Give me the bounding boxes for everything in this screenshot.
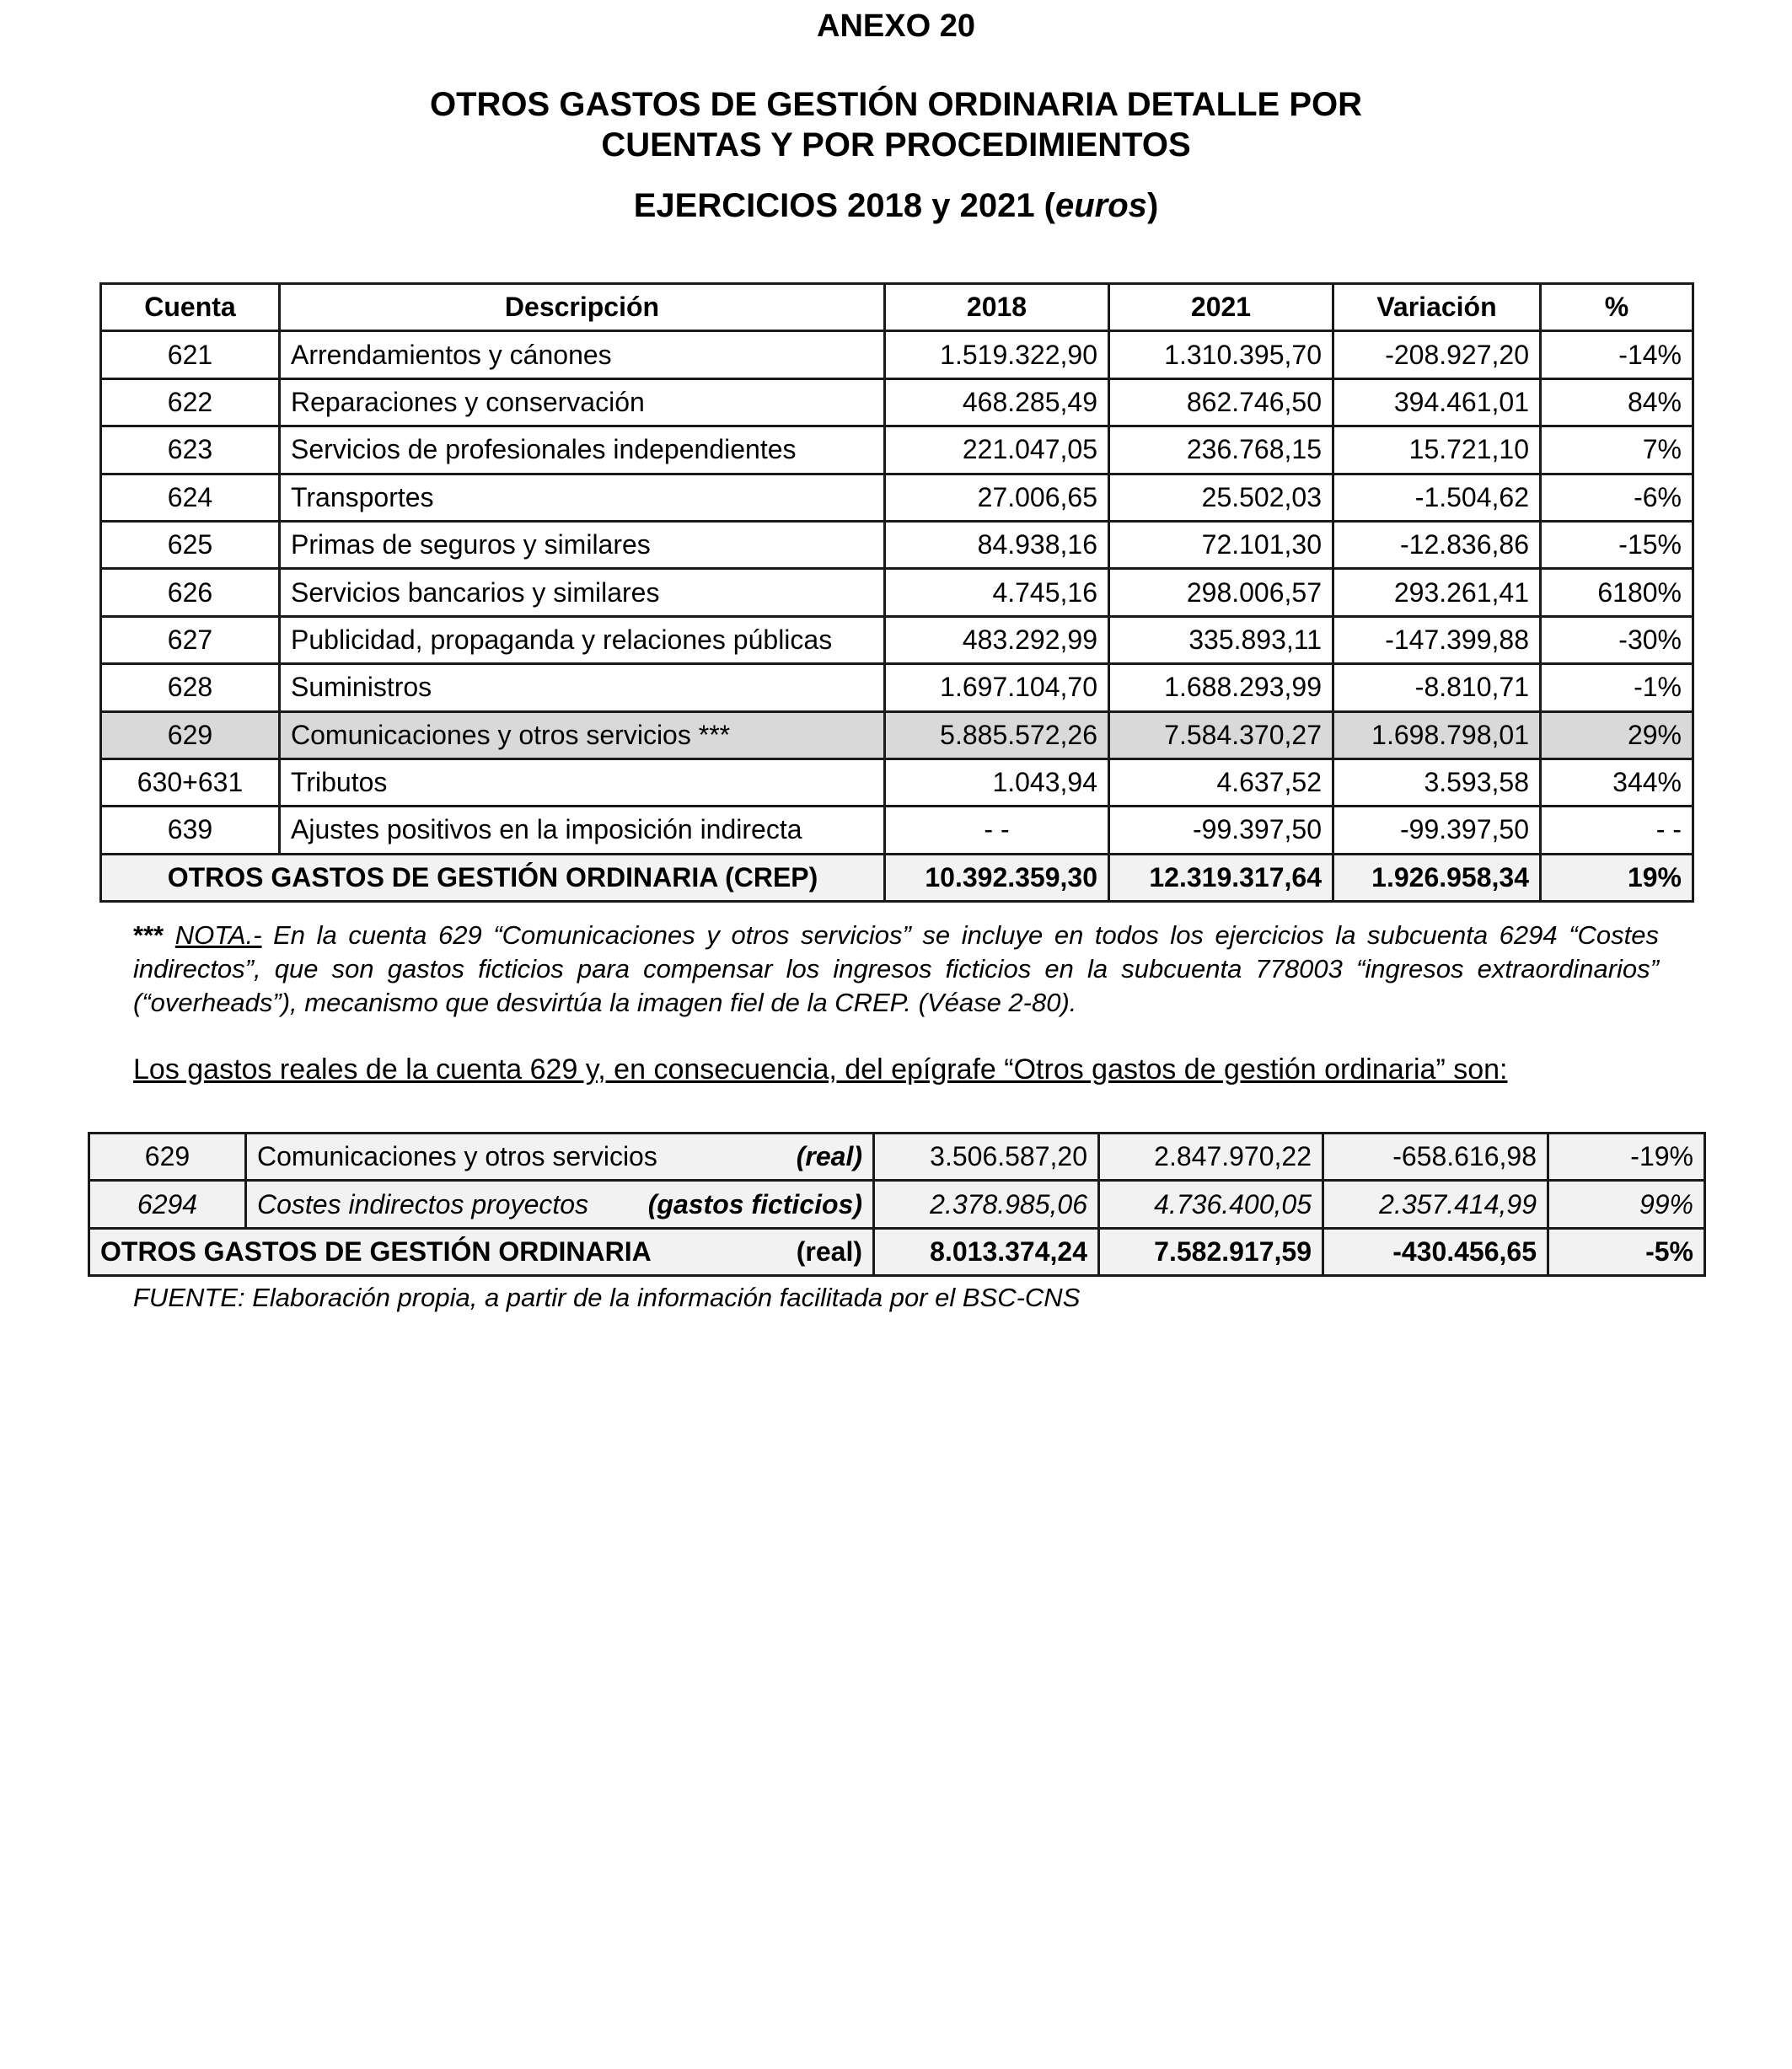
cell-pct: 29% [1541, 711, 1693, 758]
cell-descripcion: Servicios de profesionales independientes [280, 426, 885, 474]
cell-2018: - - [885, 807, 1109, 854]
cell-variacion: 1.698.798,01 [1333, 711, 1541, 758]
total-2018: 10.392.359,30 [885, 854, 1109, 901]
subtitle-suffix: ) [1146, 187, 1159, 224]
cell-cuenta: 628 [101, 664, 280, 711]
cell-pct: 344% [1541, 758, 1693, 806]
cell-cuenta: 626 [101, 569, 280, 616]
total-label-cell [89, 1228, 874, 1275]
cell-2018: 4.745,16 [885, 569, 1109, 616]
cell-2018: 221.047,05 [885, 426, 1109, 474]
total-variacion: 1.926.958,34 [1333, 854, 1541, 901]
cell-2018: 483.292,99 [885, 616, 1109, 663]
cell-pct: 84% [1541, 378, 1693, 426]
cell-2018: 1.519.322,90 [885, 331, 1109, 378]
cell-cuenta: 625 [101, 521, 280, 568]
table-row [101, 426, 1693, 474]
cell-2018: 1.697.104,70 [885, 664, 1109, 711]
cell-variacion: -147.399,88 [1333, 616, 1541, 663]
total-2021: 12.319.317,64 [1109, 854, 1333, 901]
table-row [101, 807, 1693, 854]
table-row [101, 569, 1693, 616]
title-line-2: CUENTAS Y POR PROCEDIMIENTOS [601, 126, 1191, 163]
table-row [101, 474, 1693, 521]
cell-pct: -30% [1541, 616, 1693, 663]
cell-descripcion: Arrendamientos y cánones [280, 331, 885, 378]
cell-2021: 335.893,11 [1109, 616, 1333, 663]
cell-2018: 1.043,94 [885, 758, 1109, 806]
cell-descripcion [246, 1181, 874, 1228]
table-total-row [89, 1228, 1705, 1275]
cell-2021: 1.688.293,99 [1109, 664, 1333, 711]
column-header-cuenta: Cuenta [101, 284, 280, 331]
column-header-pct: % [1541, 284, 1693, 331]
cell-2021: 236.768,15 [1109, 426, 1333, 474]
table-header-row [101, 284, 1693, 331]
real-expenses-intro: Los gastos reales de la cuenta 629 y, en consecuencia, del epígrafe “Otros gastos de gestión ordinaria” son: [133, 1053, 1508, 1085]
title-line-1: OTROS GASTOS DE GESTIÓN ORDINARIA DETALLE POR [430, 86, 1362, 123]
cell-cuenta: 630+631 [101, 758, 280, 806]
description-tag: (real) [796, 1141, 862, 1172]
cell-variacion: -208.927,20 [1333, 331, 1541, 378]
cell-cuenta: 629 [101, 711, 280, 758]
table-row [89, 1134, 1705, 1181]
table-total-row [101, 854, 1693, 901]
footnote-label: NOTA.- [174, 920, 262, 950]
accounts-table [99, 282, 1694, 903]
cell-pct: 99% [1548, 1181, 1705, 1228]
description-text: Costes indirectos proyectos [257, 1188, 589, 1219]
cell-pct: -15% [1541, 521, 1693, 568]
footnote-text: En la cuenta 629 “Comunicaciones y otros servicios” se incluye en todos los ejercicios la subcuenta 6294 “Costes indirectos”, que son gastos ficticios para compensar los ingresos ficticios en la subcuenta 778003 “ingresos extraordinarios” (“overheads”), mecanismo que desvirtúa la imagen fiel de la CREP. (Véase 2-80). [133, 920, 1659, 1017]
cell-variacion: 3.593,58 [1333, 758, 1541, 806]
cell-descripcion: Suministros [280, 664, 885, 711]
table-row [101, 331, 1693, 378]
table-row [101, 758, 1693, 806]
description-tag: (gastos ficticios) [647, 1188, 862, 1219]
page-title [0, 84, 1792, 165]
total-tag: (real) [796, 1236, 862, 1267]
cell-descripcion: Tributos [280, 758, 885, 806]
cell-cuenta: 639 [101, 807, 280, 854]
cell-pct: - - [1541, 807, 1693, 854]
cell-variacion: -12.836,86 [1333, 521, 1541, 568]
cell-2021: 4.736.400,05 [1099, 1181, 1323, 1228]
cell-cuenta: 623 [101, 426, 280, 474]
table-row [101, 664, 1693, 711]
cell-2021: 25.502,03 [1109, 474, 1333, 521]
cell-variacion: -99.397,50 [1333, 807, 1541, 854]
subtitle-unit: euros [1055, 187, 1147, 224]
annex-label: ANEXO 20 [817, 8, 975, 44]
cell-2021: 7.584.370,27 [1109, 711, 1333, 758]
cell-2021: 4.637,52 [1109, 758, 1333, 806]
table-row [101, 378, 1693, 426]
cell-pct: 7% [1541, 426, 1693, 474]
cell-2018: 5.885.572,26 [885, 711, 1109, 758]
total-pct: -5% [1548, 1228, 1705, 1275]
cell-variacion: 15.721,10 [1333, 426, 1541, 474]
cell-variacion: -8.810,71 [1333, 664, 1541, 711]
cell-descripcion [246, 1134, 874, 1181]
footnote [133, 919, 1659, 1020]
cell-pct: -1% [1541, 664, 1693, 711]
cell-variacion: -658.616,98 [1323, 1134, 1548, 1181]
cell-cuenta: 621 [101, 331, 280, 378]
total-2018: 8.013.374,24 [874, 1228, 1099, 1275]
cell-2018: 27.006,65 [885, 474, 1109, 521]
total-variacion: -430.456,65 [1323, 1228, 1548, 1275]
column-header-2018: 2018 [885, 284, 1109, 331]
real-expenses-table [88, 1132, 1706, 1277]
table-row [101, 521, 1693, 568]
cell-descripcion: Comunicaciones y otros servicios *** [280, 711, 885, 758]
cell-cuenta: 624 [101, 474, 280, 521]
cell-pct: -19% [1548, 1134, 1705, 1181]
cell-2021: 1.310.395,70 [1109, 331, 1333, 378]
table-row-highlighted [101, 711, 1693, 758]
cell-descripcion: Ajustes positivos en la imposición indirecta [280, 807, 885, 854]
cell-2021: -99.397,50 [1109, 807, 1333, 854]
source-note: FUENTE: Elaboración propia, a partir de la información facilitada por el BSC-CNS [133, 1283, 1081, 1312]
cell-descripcion: Reparaciones y conservación [280, 378, 885, 426]
cell-descripcion: Servicios bancarios y similares [280, 569, 885, 616]
page-subtitle [0, 187, 1792, 225]
cell-variacion: 2.357.414,99 [1323, 1181, 1548, 1228]
cell-cuenta: 627 [101, 616, 280, 663]
total-2021: 7.582.917,59 [1099, 1228, 1323, 1275]
cell-pct: 6180% [1541, 569, 1693, 616]
table-row [101, 616, 1693, 663]
cell-variacion: 394.461,01 [1333, 378, 1541, 426]
cell-cuenta: 622 [101, 378, 280, 426]
column-header-variacion: Variación [1333, 284, 1541, 331]
cell-descripcion: Publicidad, propaganda y relaciones públicas [280, 616, 885, 663]
cell-variacion: -1.504,62 [1333, 474, 1541, 521]
cell-2021: 72.101,30 [1109, 521, 1333, 568]
cell-variacion: 293.261,41 [1333, 569, 1541, 616]
footnote-marker: *** [133, 920, 164, 950]
description-text: Comunicaciones y otros servicios [257, 1141, 657, 1172]
total-label: OTROS GASTOS DE GESTIÓN ORDINARIA (CREP) [101, 854, 885, 901]
cell-descripcion: Primas de seguros y similares [280, 521, 885, 568]
cell-cuenta: 629 [89, 1134, 246, 1181]
cell-2021: 862.746,50 [1109, 378, 1333, 426]
total-label: OTROS GASTOS DE GESTIÓN ORDINARIA [100, 1236, 652, 1267]
cell-2018: 84.938,16 [885, 521, 1109, 568]
table-row [89, 1181, 1705, 1228]
cell-cuenta: 6294 [89, 1181, 246, 1228]
total-pct: 19% [1541, 854, 1693, 901]
subtitle-prefix: EJERCICIOS 2018 y 2021 ( [633, 187, 1055, 224]
column-header-descripcion: Descripción [280, 284, 885, 331]
cell-2021: 298.006,57 [1109, 569, 1333, 616]
cell-pct: -6% [1541, 474, 1693, 521]
column-header-2021: 2021 [1109, 284, 1333, 331]
cell-descripcion: Transportes [280, 474, 885, 521]
cell-2018: 2.378.985,06 [874, 1181, 1099, 1228]
cell-2018: 3.506.587,20 [874, 1134, 1099, 1181]
cell-2018: 468.285,49 [885, 378, 1109, 426]
cell-pct: -14% [1541, 331, 1693, 378]
cell-2021: 2.847.970,22 [1099, 1134, 1323, 1181]
